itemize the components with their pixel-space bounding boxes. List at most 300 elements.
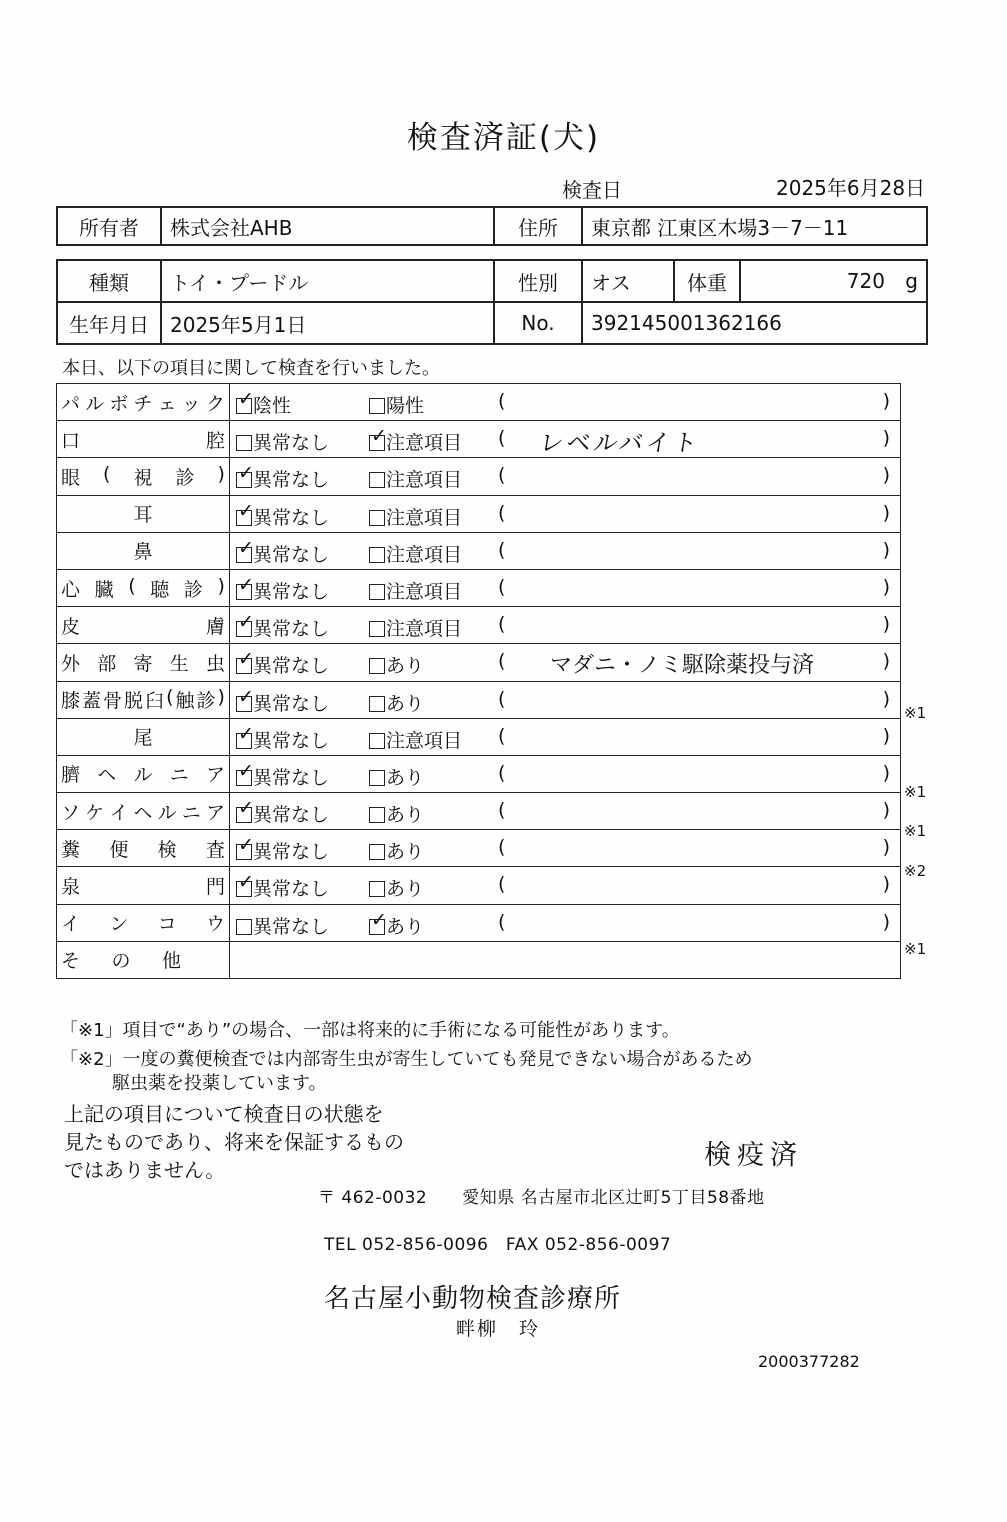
- option-normal[interactable]: [236, 388, 292, 418]
- item-label: [57, 681, 230, 718]
- label-char: ル: [133, 764, 153, 787]
- label-char: 査: [205, 838, 225, 861]
- checkbox-icon[interactable]: [236, 919, 252, 935]
- paren-close: ): [882, 464, 890, 487]
- option-label: 異常なし: [253, 915, 330, 938]
- checkbox-icon[interactable]: [236, 388, 254, 414]
- inspection-date-label: 検査日: [562, 178, 622, 202]
- checkbox-icon[interactable]: [236, 797, 254, 823]
- checkmark-icon: ✓: [238, 648, 254, 671]
- paren-open: (: [498, 501, 506, 524]
- statement-line: 上記の項目について検査日の状態を: [64, 1102, 384, 1126]
- option-label: 陰性: [253, 395, 292, 417]
- checkmark-icon: ✓: [238, 499, 254, 522]
- label-char: ア: [205, 764, 225, 787]
- checkbox-icon[interactable]: [369, 584, 385, 600]
- label-char: 診: [196, 690, 216, 713]
- checkbox-icon[interactable]: [369, 398, 385, 414]
- option-normal[interactable]: [236, 611, 330, 641]
- label-char: 外: [61, 652, 81, 675]
- option-label: 異常なし: [253, 432, 330, 455]
- checklist-row: [57, 569, 901, 606]
- checkbox-icon[interactable]: [236, 499, 254, 526]
- option-normal[interactable]: [236, 428, 329, 455]
- checkbox-icon[interactable]: [236, 722, 254, 749]
- item-label: [57, 718, 230, 755]
- option-normal[interactable]: [236, 797, 330, 827]
- option-normal[interactable]: [236, 871, 330, 901]
- page-title: 検査済証(犬): [406, 120, 601, 156]
- label-char: ニ: [181, 801, 201, 824]
- paren-close: ): [882, 650, 890, 673]
- paren-open: (: [498, 724, 506, 747]
- label-char: ソ: [61, 801, 81, 824]
- checkbox-icon[interactable]: [369, 510, 385, 526]
- quarantine-stamp: 検疫済: [704, 1140, 803, 1171]
- option-abnormal[interactable]: [369, 503, 462, 530]
- label-char: 皮: [61, 615, 81, 638]
- option-abnormal[interactable]: [369, 763, 424, 790]
- checklist-row: [57, 421, 901, 458]
- item-values: [230, 384, 901, 421]
- checkbox-icon[interactable]: [236, 834, 254, 860]
- item-label-text: [61, 798, 225, 825]
- option-label: 異常なし: [253, 878, 330, 901]
- label-char: (: [103, 462, 111, 485]
- no-value: 392145001362166: [582, 302, 927, 344]
- option-label: あり: [386, 692, 425, 715]
- option-abnormal[interactable]: [369, 726, 462, 753]
- label-char: ッ: [181, 392, 201, 415]
- checklist-row: [57, 532, 901, 569]
- clinic-address: 〒 462-0032 愛知県 名古屋市北区辻町5丁目58番地: [318, 1188, 765, 1208]
- option-label: 異常なし: [253, 469, 330, 492]
- option-label: 異常なし: [253, 506, 330, 529]
- option-label: あり: [386, 804, 425, 827]
- item-label: [57, 830, 230, 867]
- checkbox-icon[interactable]: [236, 648, 254, 674]
- item-label-text: [61, 463, 225, 490]
- other-value[interactable]: [230, 941, 901, 978]
- checkbox-icon[interactable]: [236, 462, 254, 488]
- address-value: 東京都 江東区木場3－7－11: [582, 207, 927, 245]
- checkbox-icon[interactable]: [369, 807, 385, 823]
- checklist-row: [57, 681, 901, 718]
- label-char: 糞: [61, 838, 81, 861]
- checkbox-icon[interactable]: [236, 685, 254, 712]
- checkbox-icon[interactable]: [236, 611, 254, 637]
- option-abnormal[interactable]: [369, 837, 424, 864]
- option-normal[interactable]: [236, 462, 330, 492]
- item-values: [230, 830, 901, 867]
- checklist-row: [57, 495, 901, 532]
- checkbox-icon[interactable]: [369, 696, 385, 712]
- checkmark-icon: ✓: [238, 722, 254, 745]
- option-label: あり: [386, 915, 425, 938]
- label-char: ボ: [109, 392, 129, 415]
- option-label: 異常なし: [253, 655, 330, 678]
- item-values: [230, 867, 901, 904]
- checkbox-icon[interactable]: [236, 435, 252, 451]
- paren-close: ): [882, 724, 890, 747]
- option-label: 異常なし: [253, 580, 330, 603]
- label-char: ヘ: [97, 764, 117, 787]
- option-normal[interactable]: [236, 759, 330, 790]
- paren-close: ): [882, 873, 890, 896]
- checklist-row: [57, 644, 901, 681]
- clinic-phone-fax: TEL 052-856-0096 FAX 052-856-0097: [324, 1235, 672, 1255]
- birth-label: 生年月日: [57, 302, 161, 344]
- paren-open: (: [498, 613, 506, 636]
- document-number: 2000377282: [758, 1352, 860, 1371]
- item-values: [230, 569, 901, 606]
- option-label: 異常なし: [253, 543, 330, 566]
- paren-open: (: [498, 761, 506, 784]
- option-label: 注意項目: [386, 432, 463, 455]
- option-label: 注意項目: [386, 580, 463, 603]
- option-label: あり: [386, 655, 425, 678]
- option-abnormal[interactable]: [369, 689, 424, 716]
- checkmark-icon: ✓: [238, 834, 254, 857]
- reference-mark: ※1: [904, 940, 927, 959]
- paren-open: (: [498, 575, 506, 598]
- reference-mark: ※1: [904, 704, 927, 723]
- label-char: 骨: [103, 690, 123, 713]
- item-label: [57, 607, 230, 644]
- item-values: [230, 532, 901, 569]
- checkmark-icon: ✓: [238, 536, 254, 559]
- statement-line: ではありません。: [64, 1158, 226, 1182]
- checkbox-icon[interactable]: [369, 547, 385, 563]
- option-abnormal[interactable]: [369, 540, 462, 567]
- checkbox-icon[interactable]: [369, 770, 385, 786]
- option-label: 注意項目: [386, 506, 463, 529]
- paren-open: (: [498, 390, 506, 412]
- item-values: [230, 458, 901, 495]
- option-normal[interactable]: [236, 685, 330, 716]
- checklist-table: [56, 383, 901, 979]
- label-char: 虫: [205, 652, 225, 675]
- animal-table: [56, 259, 928, 345]
- label-char: ): [217, 686, 225, 709]
- veterinarian-name: 畔柳 玲: [456, 1318, 541, 1340]
- label-char: ニ: [169, 764, 189, 787]
- option-abnormal[interactable]: [369, 425, 463, 455]
- label-char: (: [128, 574, 136, 597]
- option-label: 異常なし: [253, 804, 330, 827]
- label-char: ア: [205, 801, 225, 824]
- owner-value: 株式会社AHB: [161, 207, 494, 245]
- item-label: [57, 644, 230, 681]
- option-label: 異常なし: [253, 692, 330, 715]
- no-label: No.: [494, 302, 582, 344]
- breed-label: 種類: [57, 260, 161, 302]
- label-char: 検: [157, 838, 177, 861]
- item-label: [57, 421, 230, 458]
- footnote-1: 「※1」項目で“あり”の場合、一部は将来的に手術になる可能性があります。: [60, 1020, 680, 1041]
- checkbox-icon[interactable]: [369, 881, 385, 897]
- checklist-row-other: [57, 941, 901, 978]
- paren-open: (: [498, 650, 506, 673]
- paren-close: ): [882, 390, 890, 412]
- sex-value: オス: [582, 260, 674, 302]
- option-label: あり: [386, 878, 425, 901]
- item-label: [57, 569, 230, 606]
- option-normal[interactable]: [236, 499, 330, 530]
- option-normal[interactable]: [236, 834, 330, 864]
- statement-line: 見たものであり、将来を保証するもの: [64, 1130, 404, 1154]
- label-char: チ: [133, 392, 153, 415]
- weight-label: 体重: [674, 260, 740, 302]
- option-label: 陽性: [386, 395, 425, 417]
- paren-close: ): [882, 427, 890, 450]
- label-char: そ: [61, 950, 81, 973]
- other-label: [57, 941, 230, 978]
- label-char: 視: [133, 466, 153, 489]
- item-values: [230, 718, 901, 755]
- reference-mark: ※1: [904, 783, 927, 801]
- inspection-date: 2025年6月28日: [776, 176, 926, 200]
- label-char: 泉: [61, 876, 81, 899]
- checklist-row: [57, 755, 901, 792]
- option-abnormal[interactable]: [369, 800, 424, 827]
- item-label-text: [61, 500, 225, 527]
- label-char: 診: [183, 578, 203, 601]
- paren-open: (: [498, 873, 506, 896]
- checkbox-icon[interactable]: [369, 621, 385, 637]
- checkmark-icon: ✓: [371, 425, 387, 448]
- checkbox-icon[interactable]: [236, 573, 254, 600]
- item-values: [230, 793, 901, 830]
- checkmark-icon: ✓: [238, 388, 254, 410]
- label-char: 耳: [133, 504, 153, 527]
- checklist-row: [57, 904, 901, 941]
- item-values: [230, 644, 901, 681]
- item-label: [57, 495, 230, 532]
- label-char: 膝: [61, 690, 81, 713]
- checklist-row: [57, 607, 901, 644]
- sex-label: 性別: [494, 260, 582, 302]
- item-label-text: [61, 649, 225, 676]
- item-label-text: [61, 575, 225, 602]
- item-label-text: [61, 389, 225, 416]
- label-char: 口: [61, 429, 81, 452]
- option-label: 注意項目: [386, 618, 463, 641]
- item-label-text: [61, 723, 225, 750]
- label-char: 触: [175, 690, 195, 713]
- item-values: [230, 607, 901, 644]
- label-char: 部: [97, 652, 117, 675]
- paren-close: ): [882, 836, 890, 859]
- label-char: 生: [169, 652, 189, 675]
- reference-mark: ※1: [904, 822, 927, 841]
- label-char: ク: [205, 392, 225, 415]
- address-label: 住所: [494, 207, 582, 245]
- option-abnormal[interactable]: [369, 651, 424, 678]
- item-note: マダニ・ノミ駆除薬投与済: [550, 653, 815, 679]
- option-label: 異常なし: [253, 618, 330, 641]
- paren-close: ): [882, 799, 890, 822]
- label-char: 診: [175, 466, 195, 489]
- item-label: [57, 904, 230, 941]
- checkbox-icon[interactable]: [369, 844, 385, 860]
- option-normal[interactable]: [236, 912, 329, 939]
- item-label-text: [61, 760, 225, 787]
- label-char: ン: [109, 913, 129, 936]
- label-char: パ: [61, 392, 81, 415]
- label-char: 門: [205, 876, 225, 899]
- checklist-row: [57, 384, 901, 421]
- label-char: ェ: [157, 392, 177, 415]
- checklist-row: [57, 718, 901, 755]
- weight-unit: g: [905, 269, 918, 293]
- item-label: [57, 793, 230, 830]
- item-label: [57, 755, 230, 792]
- checkbox-icon[interactable]: [369, 908, 387, 935]
- paren-close: ): [882, 687, 890, 710]
- item-values: [230, 904, 901, 941]
- label-char: 尾: [133, 727, 153, 750]
- paren-close: ): [882, 761, 890, 784]
- item-values: [230, 755, 901, 792]
- option-normal[interactable]: [236, 722, 330, 753]
- option-label: 異常なし: [253, 766, 330, 789]
- label-char: 臍: [61, 764, 81, 787]
- label-char: ル: [157, 801, 177, 824]
- option-abnormal[interactable]: [369, 391, 424, 418]
- paren-close: ): [882, 613, 890, 636]
- owner-table: [56, 206, 928, 246]
- label-char: イ: [61, 913, 81, 936]
- option-label: 注意項目: [386, 469, 463, 492]
- checkmark-icon: ✓: [238, 611, 254, 634]
- item-label-text: [61, 426, 225, 453]
- clinic-name: 名古屋小動物検査診療所: [324, 1284, 622, 1314]
- label-char: 他: [161, 950, 181, 973]
- checklist-row: [57, 867, 901, 904]
- paren-open: (: [498, 538, 506, 561]
- intro-text: 本日、以下の項目に関して検査を行いました。: [62, 358, 440, 379]
- checkmark-icon: ✓: [238, 462, 254, 485]
- paren-open: (: [498, 799, 506, 822]
- checkmark-icon: ✓: [238, 685, 254, 708]
- option-label: あり: [386, 766, 425, 789]
- option-abnormal[interactable]: [369, 908, 425, 939]
- label-char: ): [217, 574, 225, 597]
- option-label: 注意項目: [386, 543, 463, 566]
- paren-open: (: [498, 910, 506, 933]
- item-values: [230, 495, 901, 532]
- checkbox-icon[interactable]: [236, 536, 254, 563]
- checkbox-icon[interactable]: [369, 425, 387, 451]
- label-char: ): [217, 462, 225, 485]
- item-label-text: [61, 686, 225, 713]
- item-label-text: [61, 872, 225, 899]
- item-label-text: [61, 612, 225, 639]
- label-char: 聴: [150, 578, 170, 601]
- item-note: レベルバイト: [537, 429, 702, 458]
- item-label-text: [61, 909, 225, 936]
- label-char: 臓: [94, 578, 114, 601]
- checkbox-icon[interactable]: [369, 658, 385, 674]
- option-label: 異常なし: [253, 841, 330, 864]
- checkbox-icon[interactable]: [369, 472, 385, 488]
- item-label: [57, 384, 230, 421]
- label-char: ウ: [205, 913, 225, 936]
- reference-mark: ※2: [904, 861, 927, 880]
- label-char: イ: [109, 801, 129, 824]
- paren-open: (: [498, 687, 506, 710]
- checkbox-icon[interactable]: [369, 733, 385, 749]
- option-normal[interactable]: [236, 536, 330, 567]
- label-char: 臼: [145, 690, 165, 713]
- option-abnormal[interactable]: [369, 614, 462, 641]
- paren-close: ): [882, 501, 890, 524]
- item-label: [57, 458, 230, 495]
- checklist-row: [57, 830, 901, 867]
- option-normal[interactable]: [236, 648, 330, 678]
- checkbox-icon[interactable]: [236, 871, 254, 897]
- option-abnormal[interactable]: [369, 577, 462, 604]
- paren-open: (: [498, 464, 506, 487]
- checklist-row: [57, 458, 901, 495]
- item-values: [230, 681, 901, 718]
- label-char: 鼻: [133, 541, 153, 564]
- label-char: の: [111, 950, 131, 973]
- item-label-text: [61, 835, 225, 862]
- label-char: 便: [109, 838, 129, 861]
- checkmark-icon: ✓: [238, 573, 254, 596]
- option-label: あり: [386, 841, 425, 864]
- option-label: 注意項目: [386, 729, 463, 752]
- owner-label: 所有者: [57, 207, 161, 245]
- other-label-text: [61, 946, 225, 973]
- label-char: ケ: [85, 801, 105, 824]
- label-char: 寄: [133, 652, 153, 675]
- breed-value: トイ・プードル: [161, 260, 494, 302]
- label-char: 腔: [205, 429, 225, 452]
- paren-close: ): [882, 538, 890, 561]
- checkmark-icon: ✓: [238, 871, 254, 894]
- checkmark-icon: ✓: [238, 759, 254, 782]
- checklist-row: [57, 793, 901, 830]
- label-char: ヘ: [133, 801, 153, 824]
- item-label: [57, 532, 230, 569]
- label-char: 心: [61, 578, 81, 601]
- birth-value: 2025年5月1日: [161, 302, 494, 344]
- label-char: 蓋: [82, 690, 102, 713]
- paren-open: (: [498, 836, 506, 859]
- weight-value: 720: [846, 269, 885, 293]
- option-normal[interactable]: [236, 573, 330, 604]
- label-char: コ: [157, 913, 177, 936]
- option-label: 異常なし: [253, 729, 330, 752]
- label-char: 膚: [205, 615, 225, 638]
- disclaimer-statement: [64, 1100, 404, 1184]
- footnote-2: 「※2」一度の糞便検査では内部寄生虫が寄生していても発見できない場合があるため: [60, 1049, 753, 1070]
- label-char: 眼: [61, 466, 81, 489]
- option-abnormal[interactable]: [369, 465, 462, 492]
- paren-open: (: [498, 427, 506, 450]
- footnote-2-cont: 駆虫薬を投薬しています。: [112, 1073, 327, 1094]
- paren-close: ): [882, 575, 890, 598]
- checkbox-icon[interactable]: [236, 759, 254, 786]
- label-char: ル: [85, 392, 105, 415]
- option-abnormal[interactable]: [369, 874, 424, 901]
- weight-cell: [740, 260, 927, 302]
- item-values: [230, 421, 901, 458]
- paren-close: ): [882, 910, 890, 933]
